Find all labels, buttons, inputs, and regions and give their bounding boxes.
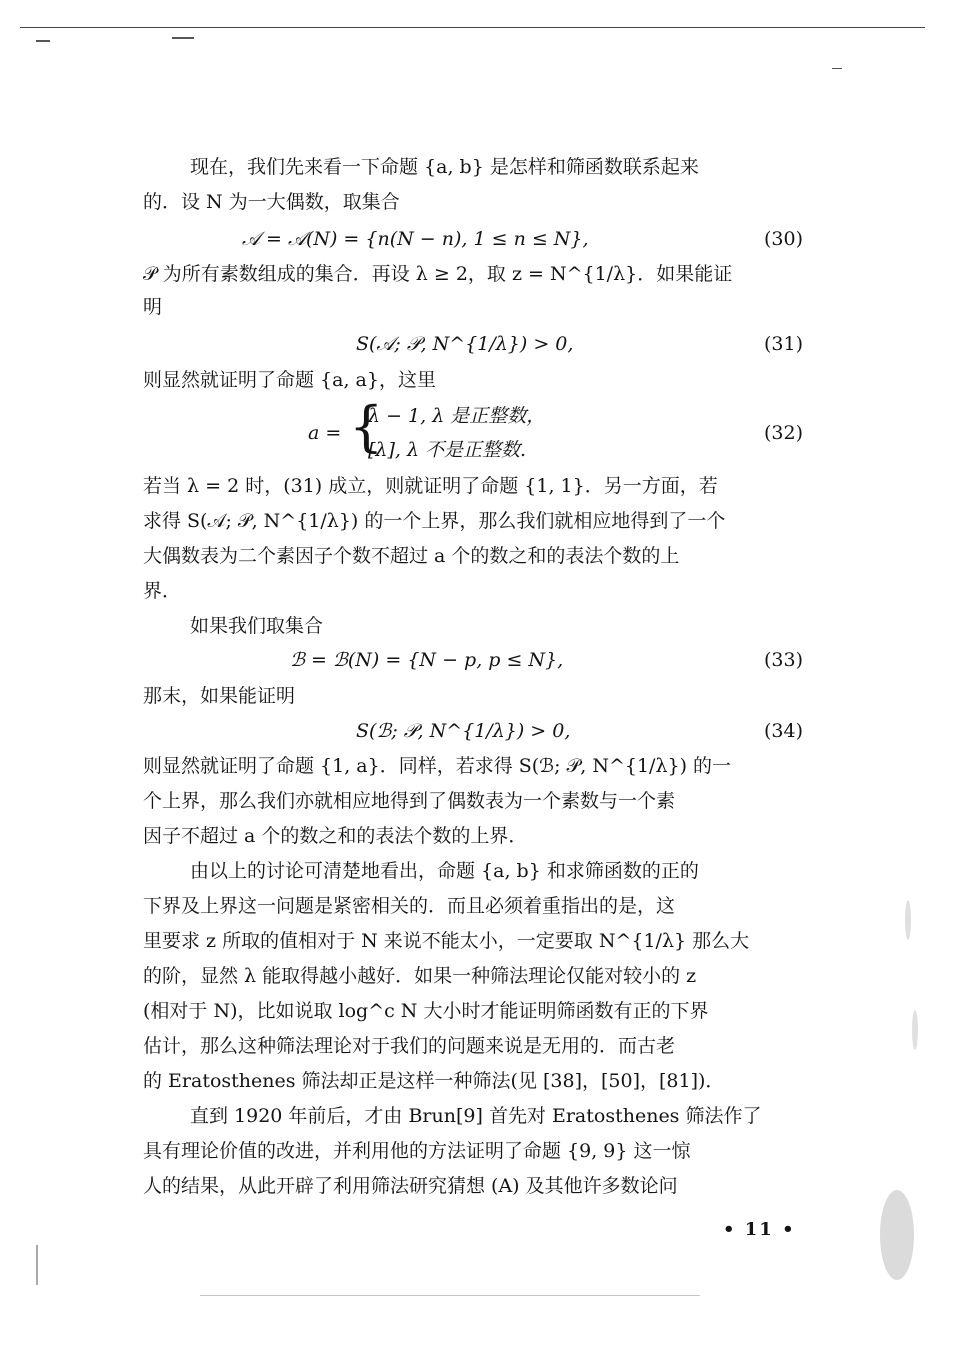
text-line: 明 — [143, 296, 163, 318]
text-line: 直到 1920 年前后，才由 Brun[9] 首先对 Eratosthenes 筛法作了 — [190, 1105, 762, 1127]
brace-symbol: { — [349, 395, 384, 458]
text-line: 𝒫 为所有素数组成的集合．再设 λ ≥ 2，取 z = N^{1/λ}．如果能证 — [143, 263, 733, 285]
scan-noise — [905, 900, 911, 940]
text-line: 现在，我们先来看一下命题 {a, b} 是怎样和筛函数联系起来 — [190, 156, 699, 178]
text-line: 个上界，那么我们亦就相应地得到了偶数表为一个素数与一个素 — [143, 790, 676, 812]
text-line: 界． — [143, 580, 182, 602]
text-line: 由以上的讨论可清楚地看出，命题 {a, b} 和求筛函数的正的 — [190, 860, 699, 882]
text-line: 因子不超过 a 个的数之和的表法个数的上界． — [143, 825, 528, 847]
page-number: • 11 • — [723, 1219, 796, 1240]
text-line: 那末，如果能证明 — [143, 685, 296, 707]
scan-mark — [36, 40, 50, 42]
text-line: 人的结果，从此开辟了利用筛法研究猜想 (A) 及其他许多数论问 — [143, 1175, 678, 1197]
equation-34: S(ℬ; 𝒫, N^{1/λ}) > 0, — [356, 720, 571, 742]
text-line: 则显然就证明了命题 {1, a}．同样，若求得 S(ℬ; 𝒫, N^{1/λ}) 的一 — [143, 755, 732, 777]
equation-31: S(𝒜; 𝒫, N^{1/λ}) > 0, — [356, 333, 574, 355]
equation-number: (34) — [764, 720, 804, 742]
equation-number: (32) — [764, 422, 804, 444]
equation-number: (33) — [764, 649, 804, 671]
text-line: (相对于 N)，比如说取 log^c N 大小时才能证明筛函数有正的下界 — [143, 1000, 709, 1022]
equation-32-case: λ − 1, λ 是正整数， — [368, 405, 546, 427]
text-line: 若当 λ = 2 时，(31) 成立，则就证明了命题 {1, 1}．另一方面，若 — [143, 475, 718, 497]
equation-number: (31) — [764, 333, 804, 355]
text-line: 下界及上界这一问题是紧密相关的．而且必须着重指出的是，这 — [143, 895, 676, 917]
scan-mark — [832, 68, 842, 69]
text-line: 大偶数表为二个素因子个数不超过 a 个的数之和的表法个数的上 — [143, 545, 680, 567]
text-line: 的．设 N 为一大偶数，取集合 — [143, 191, 400, 213]
text-line: 的阶，显然 λ 能取得越小越好．如果一种筛法理论仅能对较小的 z — [143, 965, 697, 987]
scan-mark — [36, 1245, 38, 1285]
equation-32-case: [λ], λ 不是正整数. — [368, 439, 527, 461]
equation-30: 𝒜 = 𝒜(N) = {n(N − n), 1 ≤ n ≤ N}, — [242, 228, 589, 250]
equation-number: (30) — [764, 228, 804, 250]
text-line: 里要求 z 所取的值相对于 N 来说不能太小，一定要取 N^{1/λ} 那么大 — [143, 930, 750, 952]
text-line: 具有理论价值的改进，并利用他的方法证明了命题 {9, 9} 这一惊 — [143, 1140, 691, 1162]
text-line: 则显然就证明了命题 {a, a}，这里 — [143, 369, 436, 391]
text-line: 的 Eratosthenes 筛法却正是这样一种筛法(见 [38]，[50]，[81])． — [143, 1070, 725, 1092]
scan-mark — [172, 37, 194, 39]
scan-noise — [912, 1010, 918, 1050]
equation-32-lhs: a = — [308, 422, 342, 444]
text-line: 求得 S(𝒜; 𝒫, N^{1/λ}) 的一个上界，那么我们就相应地得到了一个 — [143, 510, 726, 532]
text-line: 如果我们取集合 — [190, 615, 324, 637]
text-line: 估计，那么这种筛法理论对于我们的问题来说是无用的．而古老 — [143, 1035, 676, 1057]
header-rule — [20, 27, 925, 28]
equation-33: ℬ = ℬ(N) = {N − p, p ≤ N}, — [290, 649, 564, 671]
scan-mark — [200, 1295, 700, 1296]
scan-noise — [880, 1190, 914, 1280]
